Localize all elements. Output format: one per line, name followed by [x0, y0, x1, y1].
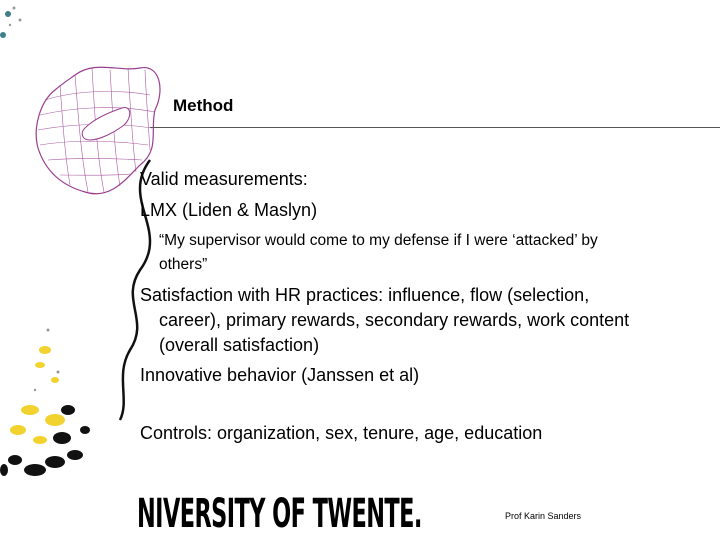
dots-graphic-bottom: [0, 329, 90, 477]
text-line-8: Innovative behavior (Janssen et al): [140, 365, 420, 385]
text-line-3: “My supervisor would come to my defense if I were ‘attacked’ by: [159, 232, 598, 249]
university-logo: NIVERSITY OF TWENTE.: [137, 491, 422, 537]
text-line-5: Satisfaction with HR practices: influence, flow (selection,: [140, 285, 590, 305]
dots-graphic-top: [0, 7, 22, 39]
text-line-4: others”: [159, 256, 208, 273]
text-line-2: LMX (Liden & Maslyn): [140, 200, 318, 220]
slide-title: Method: [173, 96, 234, 115]
presenter-name: Prof Karin Sanders: [505, 511, 582, 521]
text-line-7: (overall satisfaction): [159, 335, 320, 355]
text-line-9: Controls: organization, sex, tenure, age, education: [140, 423, 543, 443]
text-line-1: Valid measurements:: [140, 169, 308, 189]
title-divider: [150, 127, 720, 128]
text-line-6: career), primary rewards, secondary rewards, work content: [159, 310, 630, 330]
